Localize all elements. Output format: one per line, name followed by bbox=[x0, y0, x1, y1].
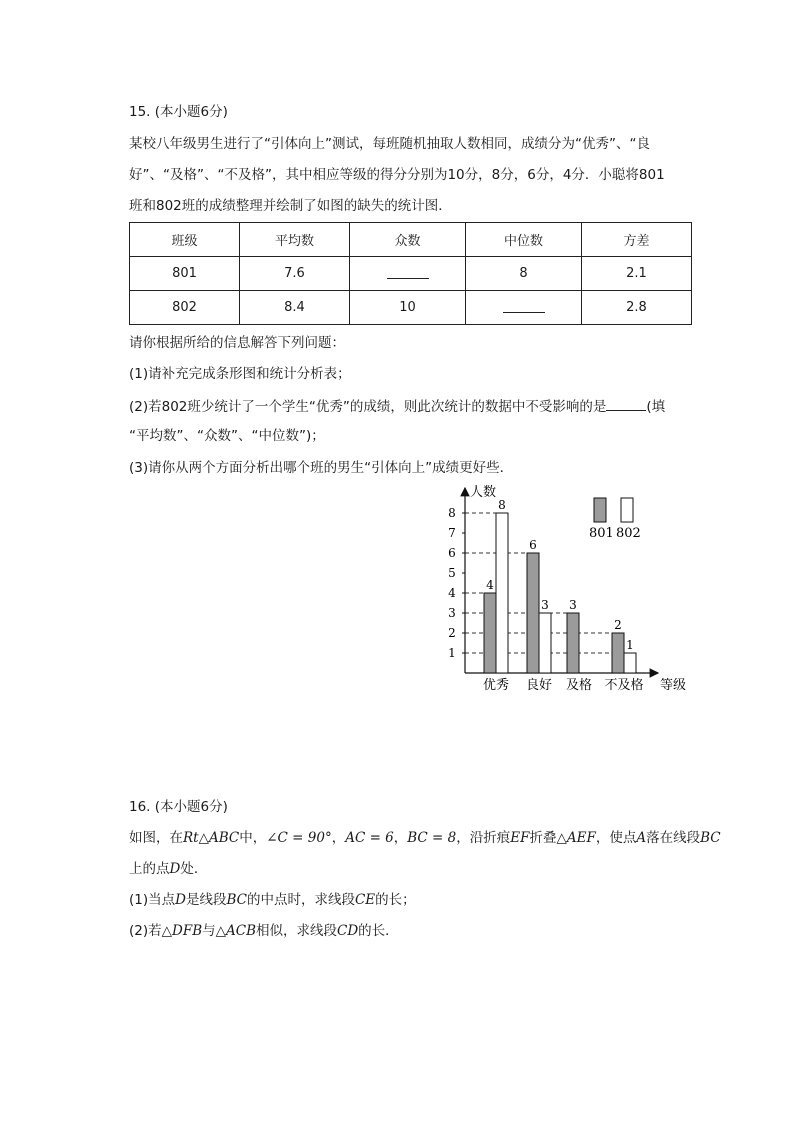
table-cell: 2.1 bbox=[582, 257, 692, 291]
data-label-801: 6 bbox=[529, 538, 537, 552]
math-expr: A bbox=[636, 830, 647, 846]
q16-text-line1 bbox=[129, 829, 721, 847]
text: ， bbox=[331, 830, 346, 846]
y-tick-label: 6 bbox=[448, 546, 456, 560]
table-row bbox=[130, 257, 692, 291]
data-label-801: 4 bbox=[486, 578, 494, 592]
table-header-cell: 班级 bbox=[130, 223, 240, 257]
y-tick-label: 2 bbox=[448, 626, 456, 640]
math-expr: △AEF bbox=[556, 830, 596, 846]
y-tick-label: 3 bbox=[448, 606, 456, 620]
q16-text-line2 bbox=[129, 860, 207, 878]
text: (1)当点 bbox=[129, 892, 176, 908]
q15-header: 15. (本小题6分) bbox=[129, 104, 228, 120]
bar-802 bbox=[539, 613, 551, 673]
data-label-801: 2 bbox=[614, 618, 622, 632]
data-label-801: 3 bbox=[569, 598, 577, 612]
q15-part2-text: (2)若802班少统计了一个学生“优秀”的成绩，则此次统计的数据中不受影响的是 bbox=[129, 399, 607, 415]
text: 的长； bbox=[375, 892, 416, 908]
text: 上的点 bbox=[129, 861, 170, 877]
table-header-cell: 中位数 bbox=[466, 223, 582, 257]
data-label-802: 3 bbox=[541, 598, 549, 612]
table-cell: 801 bbox=[130, 257, 240, 291]
math-expr: D bbox=[175, 892, 186, 908]
q15-part1: (1)请补充完成条形图和统计分析表； bbox=[129, 366, 351, 382]
math-expr: AC = 6 bbox=[345, 830, 394, 846]
text: 的长． bbox=[358, 923, 399, 939]
x-tick-label: 良好 bbox=[525, 678, 553, 693]
answer-blank[interactable] bbox=[606, 396, 646, 411]
y-tick-label: 8 bbox=[448, 506, 456, 520]
text: ，使点 bbox=[595, 830, 637, 846]
text: (2)若 bbox=[129, 923, 162, 939]
text: 如图，在 bbox=[129, 830, 183, 846]
stats-table bbox=[129, 222, 692, 325]
table-header-cell: 方差 bbox=[582, 223, 692, 257]
table-cell: 2.8 bbox=[582, 291, 692, 325]
y-tick-label: 4 bbox=[448, 586, 456, 600]
math-expr: CD bbox=[337, 923, 359, 939]
data-label-802: 1 bbox=[626, 638, 634, 652]
legend-label-802: 802 bbox=[616, 526, 641, 541]
math-expr: CE bbox=[354, 892, 376, 908]
legend-swatch-801 bbox=[594, 498, 606, 522]
table-cell-blank bbox=[466, 291, 582, 325]
text: 中， bbox=[239, 830, 267, 846]
q16-header: 16. (本小题6分) bbox=[129, 799, 228, 815]
q15-prompt: 请你根据所给的信息解答下列问题： bbox=[129, 335, 345, 351]
text: 折叠 bbox=[529, 830, 557, 846]
bar-chart bbox=[440, 482, 700, 697]
q15-text-line1: 某校八年级男生进行了“引体向上”测试，每班随机抽取人数相同，成绩分为“优秀”、“良 bbox=[129, 136, 650, 152]
bar-802 bbox=[496, 513, 508, 673]
answer-blank[interactable] bbox=[503, 298, 545, 313]
x-tick-label: 不及格 bbox=[604, 678, 644, 693]
answer-blank[interactable] bbox=[387, 264, 429, 279]
q15-part3: (3)请你从两个方面分析出哪个班的男生“引体向上”成绩更好些． bbox=[129, 460, 514, 476]
x-axis-label: 等级 bbox=[660, 678, 687, 693]
table-cell: 8.4 bbox=[240, 291, 350, 325]
table-cell: 8 bbox=[466, 257, 582, 291]
y-axis-label: 人数 bbox=[470, 485, 497, 500]
q15-part2-options: “平均数”、“众数”、“中位数”)； bbox=[129, 428, 325, 444]
y-tick-label: 7 bbox=[448, 526, 456, 540]
bar-801 bbox=[527, 553, 539, 673]
bar-801 bbox=[484, 593, 496, 673]
math-expr: BC = 8 bbox=[407, 830, 457, 846]
math-expr: D bbox=[169, 861, 181, 877]
y-tick-label: 1 bbox=[448, 646, 456, 660]
bar-801 bbox=[567, 613, 579, 673]
legend-swatch-802 bbox=[621, 498, 633, 522]
table-header-cell: 平均数 bbox=[240, 223, 350, 257]
math-expr: Rt△ABC bbox=[183, 830, 240, 846]
math-expr: BC bbox=[700, 830, 721, 846]
q15-text-line3: 班和802班的成绩整理并绘制了如图的缺失的统计图． bbox=[129, 198, 452, 214]
bar-802 bbox=[624, 653, 636, 673]
q16-part2 bbox=[129, 922, 399, 940]
q16-part1 bbox=[129, 891, 416, 909]
table-cell: 7.6 bbox=[240, 257, 350, 291]
table-cell: 802 bbox=[130, 291, 240, 325]
math-expr: EF bbox=[510, 830, 530, 846]
text: 相似，求线段 bbox=[256, 923, 338, 939]
text: 是线段 bbox=[185, 892, 227, 908]
q15-part2-tail: (填 bbox=[646, 399, 666, 415]
bar-801 bbox=[612, 633, 624, 673]
text: 与 bbox=[202, 923, 216, 939]
x-tick-label: 优秀 bbox=[482, 678, 510, 693]
x-tick-label: 及格 bbox=[565, 678, 593, 693]
text: ， bbox=[393, 830, 408, 846]
math-expr: △ACB bbox=[215, 923, 257, 939]
text: 落在线段 bbox=[646, 830, 701, 846]
y-tick-label: 5 bbox=[448, 566, 456, 580]
text: 处． bbox=[180, 861, 208, 877]
q15-part2 bbox=[129, 396, 665, 416]
table-cell: 10 bbox=[350, 291, 466, 325]
table-row bbox=[130, 291, 692, 325]
math-expr: BC bbox=[226, 892, 247, 908]
table-header-cell: 众数 bbox=[350, 223, 466, 257]
data-label-802: 8 bbox=[498, 498, 506, 512]
text: ，沿折痕 bbox=[456, 830, 511, 846]
q15-text-line2: 好”、“及格”、“不及格”，其中相应等级的得分分别为10分，8分，6分，4分．小聪将801 bbox=[129, 167, 665, 183]
math-expr: △DFB bbox=[161, 923, 203, 939]
table-cell-blank bbox=[350, 257, 466, 291]
legend-label-801: 801 bbox=[589, 526, 614, 541]
text: 的中点时，求线段 bbox=[246, 892, 355, 908]
math-expr: ∠C = 90° bbox=[266, 830, 332, 846]
table-header-row bbox=[130, 223, 692, 257]
